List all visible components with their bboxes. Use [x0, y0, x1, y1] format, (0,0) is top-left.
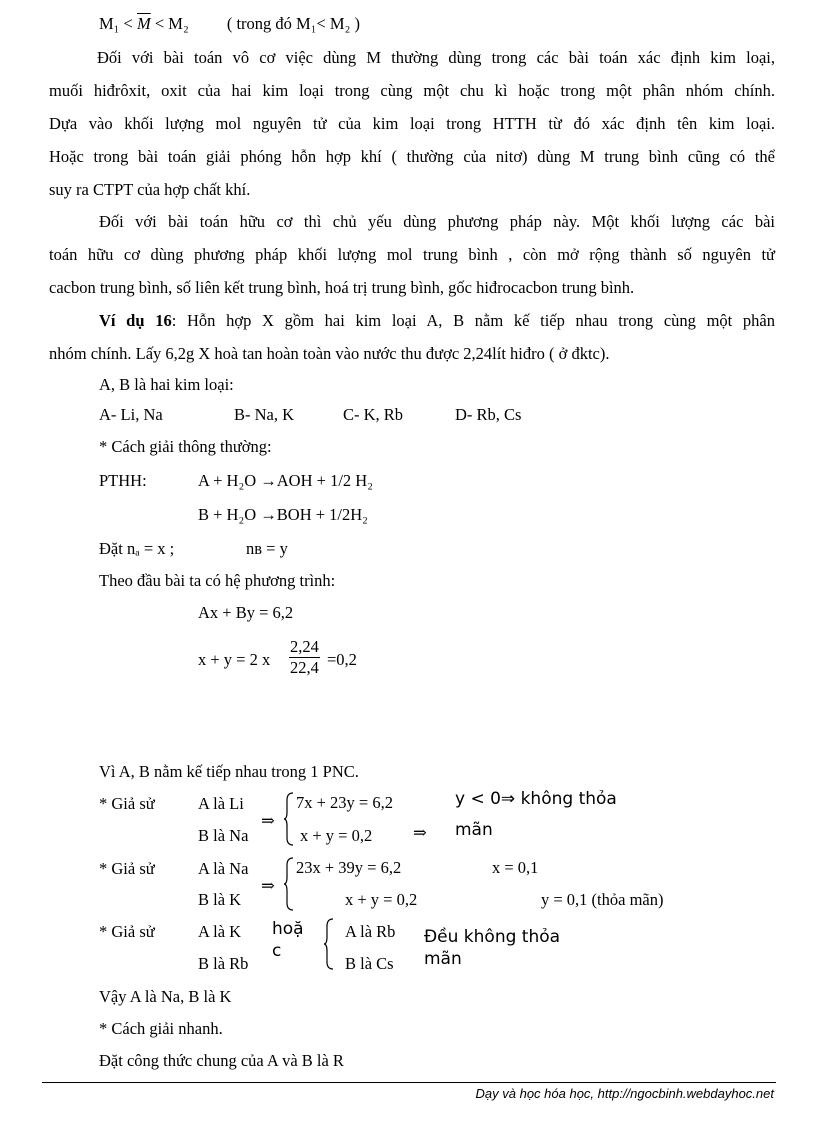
example-line1: Ví dụ 16: Hỗn hợp X gồm hai kim loại A, B nằm kế tiếp nhau trong cùng một phân: [99, 311, 776, 330]
para1-line5: suy ra CTPT của hợp chất khí.: [49, 180, 251, 199]
reaction-b: B + H₂O →BOH + 1/2H₂: [198, 505, 368, 524]
left-brace-icon: [283, 792, 295, 846]
fraction-denominator: 22,4: [290, 658, 319, 677]
example-question: A, B là hai kim loại:: [99, 375, 234, 394]
case2-assume: * Giả sử: [99, 859, 155, 878]
conclusion: Vậy A là Na, B là K: [99, 987, 232, 1006]
implies-arrow-icon: ⇒: [413, 823, 427, 842]
case3-d: B là Cs: [345, 954, 394, 973]
system-intro: Theo đầu bài ta có hệ phương trình:: [99, 571, 336, 590]
fast-solution-line: Đặt công thức chung của A và B là R: [99, 1051, 344, 1070]
hydrogen-mol-fraction: [289, 637, 320, 678]
case1-result-line2: mãn: [455, 820, 493, 840]
system-eq2-left: x + y = 2 x: [198, 650, 271, 669]
para2-line1: Đối với bài toán hữu cơ thì chủ yếu dùng phương pháp này. Một khối lượng các bài: [99, 212, 775, 231]
option-c: C- K, Rb: [343, 405, 404, 424]
para1-line4: Hoặc trong bài toán giải phóng hỗn hợp khí ( thường của nitơ) dùng M trung bình cũng có thể: [49, 147, 775, 166]
left-brace-icon: [323, 918, 335, 970]
left-brace-icon: [283, 857, 295, 911]
case3-or-line1: hoặ: [272, 919, 304, 939]
normal-solution-title: * Cách giải thông thường:: [99, 437, 272, 456]
example-label: Ví dụ 16: [99, 311, 172, 330]
case1-b: B là Na: [198, 826, 249, 845]
set-na: Đặt nₐ = x ;: [99, 539, 175, 558]
case1-eq2: x + y = 0,2: [300, 826, 373, 845]
case3-c: A là Rb: [345, 922, 396, 941]
option-b: B- Na, K: [234, 405, 295, 424]
case3-assume: * Giả sử: [99, 922, 155, 941]
set-nb: nʙ = y: [246, 539, 288, 558]
case2-eq1: 23x + 39y = 6,2: [296, 858, 402, 877]
page-footer: Dạy và học hóa học, http://ngocbinh.webdayhoc.net: [475, 1086, 774, 1101]
case2-eq2: x + y = 0,2: [345, 890, 418, 909]
case1-result-line1: y < 0⇒ không thỏa: [455, 789, 617, 809]
case3-or-line2: c: [272, 941, 282, 961]
case3-result-line1: Đều không thỏa: [424, 927, 561, 947]
mean-molar-mass-inequality: $M_1 < \overline{M} < M_2$ ( trong đó M₁< M₂ ): [99, 14, 360, 33]
case2-solution-x: x = 0,1: [492, 858, 539, 877]
system-eq1: Ax + By = 6,2: [198, 603, 294, 622]
fraction-numerator: 2,24: [290, 637, 319, 656]
para1-line2: muối hiđrôxit, oxit của hai kim loại trong cùng một chu kì hoặc trong một phân nhóm chính.: [49, 81, 775, 100]
implies-arrow-icon: ⇒: [261, 876, 275, 895]
case3-result-line2: mãn: [424, 949, 462, 969]
pthh-label: PTHH:: [99, 471, 147, 490]
system-eq2-right: =0,2: [327, 650, 357, 669]
case2-solution-y: y = 0,1 (thỏa mãn): [541, 890, 664, 909]
para2-line3: cacbon trung bình, số liên kết trung bình, hoá trị trung bình, gốc hiđrocacbon trung bình.: [49, 278, 635, 297]
example-line2: nhóm chính. Lấy 6,2g X hoà tan hoàn toàn vào nước thu được 2,24lít hiđro ( ở đktc).: [49, 344, 610, 363]
case3-a: A là K: [198, 922, 242, 941]
para2-line2: toán hữu cơ dùng phương pháp khối lượng mol trung bình , còn mở rộng thành số nguyên tử: [49, 245, 775, 264]
case1-assume: * Giả sử: [99, 794, 155, 813]
footer-divider: [42, 1082, 776, 1083]
para1-line1: Đối với bài toán vô cơ việc dùng M thường dùng trong các bài toán xác định kim loại,: [97, 48, 775, 67]
case3-b: B là Rb: [198, 954, 249, 973]
fast-solution-title: * Cách giải nhanh.: [99, 1019, 223, 1038]
option-d: D- Rb, Cs: [455, 405, 522, 424]
case2-a: A là Na: [198, 859, 249, 878]
implies-arrow-icon: ⇒: [261, 811, 275, 830]
option-a: A- Li, Na: [99, 405, 163, 424]
reasoning-intro: Vì A, B nằm kế tiếp nhau trong 1 PNC.: [99, 762, 359, 781]
case1-eq1: 7x + 23y = 6,2: [296, 793, 393, 812]
para1-line3: Dựa vào khối lượng mol nguyên tử của kim loại trong HTTH từ đó xác định tên kim loại.: [49, 114, 775, 133]
case2-b: B là K: [198, 890, 242, 909]
case1-a: A là Li: [198, 794, 244, 813]
reaction-a: A + H₂O →AOH + 1/2 H₂: [198, 471, 373, 490]
